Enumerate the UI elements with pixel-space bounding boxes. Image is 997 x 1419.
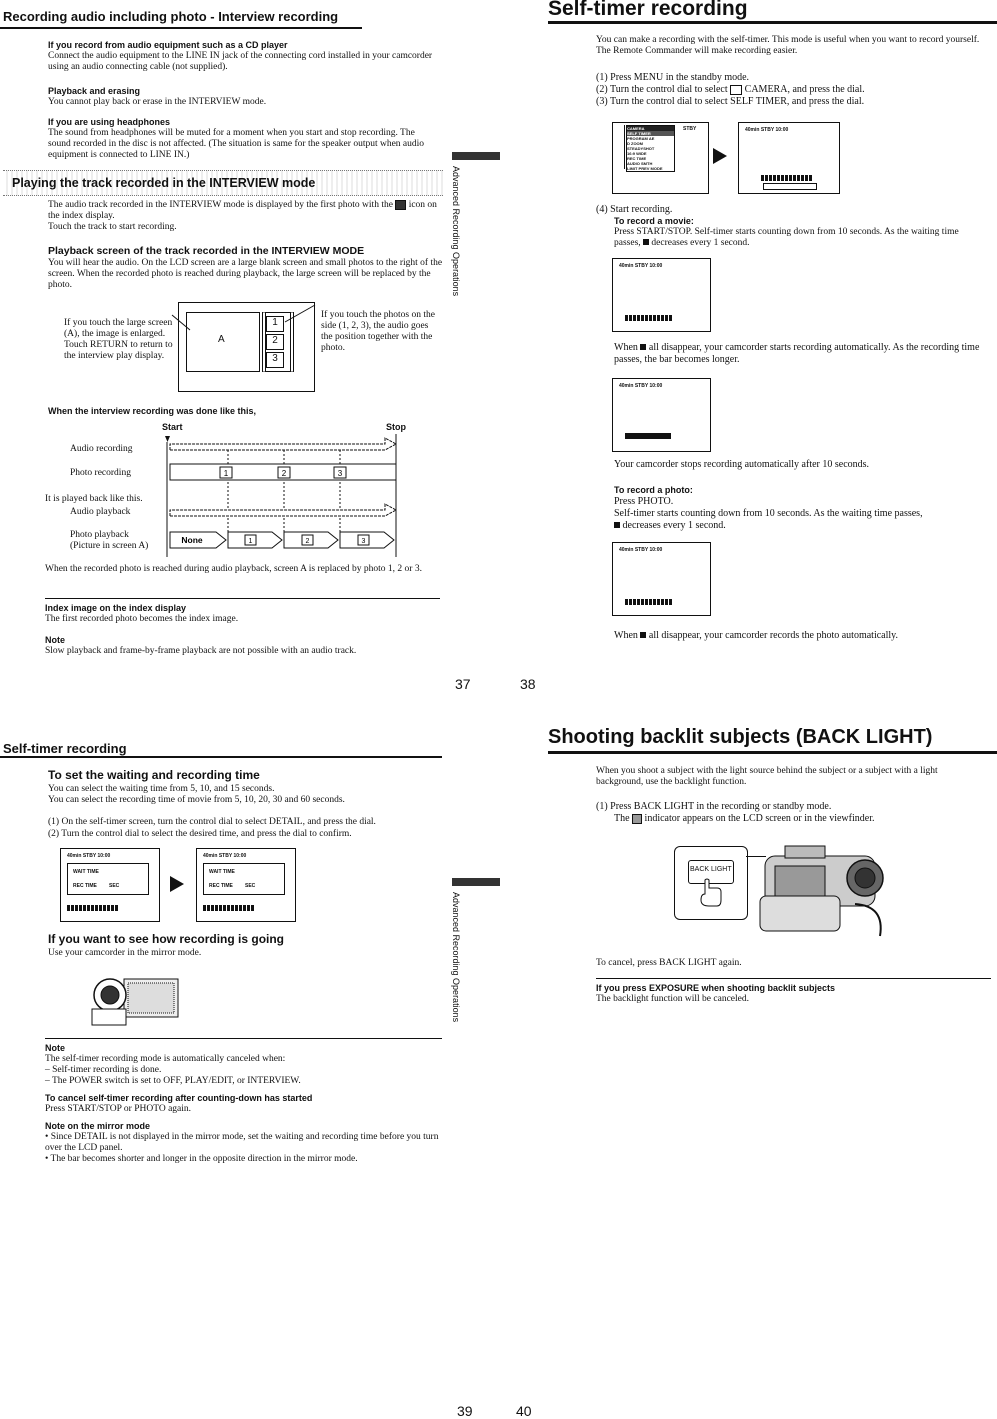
sec-label: SEC <box>245 883 256 889</box>
svg-text:2: 2 <box>281 469 287 478</box>
movie-text <box>614 227 986 249</box>
block-heading: If you are using headphones <box>48 117 171 127</box>
lcd-status: 40min STBY 10:00 <box>619 263 663 269</box>
detail-panel <box>67 863 149 895</box>
wait-label: WAIT TIME <box>209 869 235 875</box>
page-title: Self-timer recording <box>548 0 748 20</box>
note-2: – Self-timer recording is done. <box>45 1065 162 1075</box>
side-tab-marker <box>452 878 500 886</box>
note-3: – The POWER switch is set to OFF, PLAY/EDIT, or INTERVIEW. <box>45 1076 301 1086</box>
mirror-2: • The bar becomes shorter and longer in the opposite direction in the mirror mode. <box>45 1154 358 1164</box>
thumb-3: 3 <box>266 352 284 368</box>
camcorder-illustration <box>745 836 895 946</box>
photo-block <box>614 485 989 532</box>
page-number: 38 <box>520 676 536 692</box>
photo-heading: To record a photo: <box>614 485 693 495</box>
selftimer-lcd <box>738 122 840 194</box>
block-icon <box>640 632 646 638</box>
lcd-status: 40min STBY 10:00 <box>619 383 663 389</box>
recording-bar <box>625 433 671 439</box>
lcd-status: 40min STBY 10:00 <box>203 853 247 859</box>
note-text: Slow playback and frame-by-frame playback are not possible with an audio track. <box>45 646 357 656</box>
page-number: 39 <box>457 1403 473 1419</box>
intro-text: The audio track recorded in the INTERVIEW mode is displayed by the first photo with the <box>48 200 393 211</box>
page-number: 40 <box>516 1403 532 1419</box>
when-text-2: all disappear, your camcorder starts recording automatically. As the recording time passes, the bar becomes longer. <box>614 342 980 365</box>
timeline-diagram <box>160 432 405 562</box>
menu-item: PROGRAM AE <box>627 136 655 141</box>
step-2 <box>596 84 986 96</box>
text-1: You can select the waiting time from 5, 10, and 15 seconds. <box>48 784 275 794</box>
detail-panel <box>203 863 285 895</box>
callout-lines <box>160 300 330 340</box>
block-text: The sound from headphones will be muted for a moment when you start and stop recording. The sound recorded in the disc is not affected. (The situation is same for the speaker output when audio equipment is connected to LINE IN.) <box>48 128 425 160</box>
step-2: (2) Turn the control dial to select the desired time, and press the dial to confirm. <box>48 829 352 839</box>
rec-label: REC TIME <box>73 883 97 889</box>
cancel-text: To cancel, press BACK LIGHT again. <box>596 958 742 968</box>
cancel-text: Press START/STOP or PHOTO again. <box>45 1104 192 1114</box>
mirror-heading: Note on the mirror mode <box>45 1121 151 1131</box>
intro-text-2: icon on the index display. <box>48 200 437 222</box>
step-1: (1) On the self-timer screen, turn the control dial to select DETAIL, and press the dial. <box>48 817 376 827</box>
step-1: (1) Press BACK LIGHT in the recording or standby mode. <box>596 801 832 812</box>
page-number: 37 <box>455 676 471 692</box>
recording-lcd <box>612 378 711 452</box>
movie-block <box>614 216 986 249</box>
rec-label: REC TIME <box>209 883 233 889</box>
lcd-status: 40min STBY 10:00 <box>67 853 111 859</box>
timeline-stop: Stop <box>386 422 406 432</box>
detail-lcd-1 <box>60 848 160 922</box>
step-2-text: (2) Turn the control dial to select <box>596 84 728 95</box>
subtitle: Playing the track recorded in the INTERVIEW mode <box>12 176 316 190</box>
info-block-2 <box>48 86 438 108</box>
heading-2: If you want to see how recording is going <box>48 932 285 946</box>
camera-icon <box>730 85 742 95</box>
rule <box>45 1038 442 1039</box>
wait-label: WAIT TIME <box>73 869 99 875</box>
step-1b-text: The <box>614 813 630 824</box>
lcd-status: 40min STBY 10:00 <box>619 547 663 553</box>
finger-icon <box>695 878 725 908</box>
timeline-heading: When the interview recording was done like this, <box>48 406 257 416</box>
step-2-text-2: CAMERA, and press the dial. <box>744 84 865 95</box>
audio-track-icon <box>395 200 406 210</box>
index-heading: Index image on the index display <box>45 603 187 613</box>
title-rule <box>0 27 362 29</box>
mirror-mode-illustration <box>88 965 183 1030</box>
step-1: (1) Press MENU in the standby mode. <box>596 72 750 83</box>
none-label: None <box>181 535 203 545</box>
step-4: (4) Start recording. <box>596 204 673 215</box>
screen-a-label: A <box>218 334 225 345</box>
steps <box>596 72 986 108</box>
title-rule <box>548 21 997 24</box>
playback-block <box>48 245 443 291</box>
intro-text-3: Touch the track to start recording. <box>48 222 177 233</box>
menu-item: SELF TIMER <box>627 131 674 136</box>
index-block <box>45 603 440 625</box>
photo-text-3 <box>614 520 989 532</box>
menu-item: D ZOOM <box>627 141 643 146</box>
section-title: Self-timer recording <box>3 741 127 756</box>
countdown-bar <box>203 905 255 911</box>
cancel-heading: To cancel self-timer recording after counting-down has started <box>45 1093 313 1103</box>
menu-item: REC TIME <box>627 156 647 161</box>
section-title: Recording audio including photo - Interview recording <box>3 9 339 24</box>
photo-text-2: Self-timer starts counting down from 10 seconds. As the waiting time passes, <box>614 508 923 519</box>
side-tab-marker <box>452 152 500 160</box>
intro: You can make a recording with the self-timer. This mode is useful when you want to record yourself. The Remote Commander will make recording easier. <box>596 35 980 56</box>
arrow-icon <box>713 148 727 164</box>
menu-item: AUDIO SMTH <box>627 161 653 166</box>
note-1: The self-timer recording mode is automatically canceled when: <box>45 1054 286 1064</box>
backlight-label: BACK LIGHT <box>690 866 732 873</box>
block-heading: If you record from audio equipment such as a CD player <box>48 40 288 50</box>
after-timeline: When the recorded photo is reached during audio playback, screen A is replaced by photo 1, 2 or 3. <box>45 564 422 574</box>
movie-heading: To record a movie: <box>614 216 694 226</box>
countdown-lcd-1 <box>612 258 711 332</box>
menu-item: LIMIT PREV MODE <box>627 166 663 171</box>
lcd-button <box>763 183 817 190</box>
lcd-status: 40min STBY 10:00 <box>745 127 789 133</box>
stops-text: Your camcorder stops recording automatically after 10 seconds. <box>614 459 870 470</box>
countdown-bar <box>625 315 673 321</box>
note-block <box>45 635 440 657</box>
block-icon <box>643 239 649 245</box>
countdown-lcd-2 <box>612 542 711 616</box>
thumb-2: 2 <box>266 334 284 350</box>
thumb-1: 1 <box>266 316 284 332</box>
mirror-1: • Since DETAIL is not displayed in the mirror mode, set the waiting and recording time before you turn over the LCD panel. <box>45 1132 439 1153</box>
photo-text-3a: decreases every 1 second. <box>622 520 726 531</box>
detail-lcd-2 <box>196 848 296 922</box>
title-rule <box>0 756 442 758</box>
label-played-back: It is played back like this. <box>45 494 143 504</box>
step-3: (3) Turn the control dial to select SELF TIMER, and press the dial. <box>596 96 865 107</box>
photo-end <box>614 630 898 641</box>
menu-stby: STBY <box>683 126 697 132</box>
photo-end-text-2: all disappear, your camcorder records the photo automatically. <box>648 630 899 641</box>
page-title: Shooting backlit subjects (BACK LIGHT) <box>548 726 933 748</box>
block-text: Connect the audio equipment to the LINE IN jack of the connecting cord installed in your camcorder using an audio connecting cable (not supplied). <box>48 51 433 72</box>
menu-item: 16:9 WIDE <box>627 151 647 156</box>
note-block <box>45 1043 445 1165</box>
countdown-bar <box>625 599 673 605</box>
right-callout: If you touch the photos on the side (1, 2, 3), the audio goes the position together with the photo. <box>321 310 435 353</box>
block-heading: Playback and erasing <box>48 86 141 96</box>
movie-text-1: Press START/STOP. Self-timer starts counting down from 10 seconds. As the waiting time passes, <box>614 227 959 248</box>
menu-item: STEADYSHOT <box>627 146 655 151</box>
playback-heading: Playback screen of the track recorded in the INTERVIEW MODE <box>48 245 365 257</box>
label-photo-playback: Photo playback <box>70 530 129 540</box>
intro <box>48 200 438 233</box>
photo-end-text: When <box>614 630 638 641</box>
photo-text-1: Press PHOTO. <box>614 496 674 507</box>
info-block-3 <box>48 117 438 161</box>
backlight-indicator-icon <box>632 814 642 824</box>
svg-text:3: 3 <box>361 538 366 545</box>
text-2: You can select the recording time of movie from 5, 10, 20, 30 and 60 seconds. <box>48 795 345 805</box>
timeline-start: Start <box>162 422 183 432</box>
svg-text:1: 1 <box>248 538 253 545</box>
menu-item: CAMERA <box>627 126 674 131</box>
menu-list <box>626 125 675 172</box>
when-text: When <box>614 342 638 353</box>
exposure-text: The backlight function will be canceled. <box>596 994 749 1004</box>
countdown-bar <box>761 175 813 181</box>
rule <box>596 978 991 979</box>
block-icon <box>640 344 646 350</box>
label-photo-playback-2: (Picture in screen A) <box>70 541 149 551</box>
arrow-icon <box>170 876 184 892</box>
svg-text:1: 1 <box>223 469 229 478</box>
movie-text-2: decreases every 1 second. <box>651 238 750 248</box>
sec-label: SEC <box>109 883 120 889</box>
label-audio-recording: Audio recording <box>70 444 133 454</box>
title-rule <box>548 751 997 754</box>
playback-text: You will hear the audio. On the LCD screen are a large blank screen and small photos to the right of the screen. When the recorded photo is reached during playback, the large screen will be replaced by the photo. <box>48 258 443 290</box>
side-tab: Advanced Recording Operations <box>451 892 461 1023</box>
note-heading: Note <box>45 1043 65 1053</box>
menu-icon-col <box>615 125 625 169</box>
label-photo-recording: Photo recording <box>70 468 131 478</box>
info-block-1 <box>48 40 438 73</box>
block-text: You cannot play back or erase in the INTERVIEW mode. <box>48 97 267 107</box>
svg-text:2: 2 <box>305 538 310 545</box>
block-icon <box>614 522 620 528</box>
side-tab: Advanced Recording Operations <box>451 166 461 297</box>
step-1b <box>614 813 874 824</box>
exposure-heading: If you press EXPOSURE when shooting backlit subjects <box>596 983 836 993</box>
menu-lcd <box>612 122 709 194</box>
heading-1: To set the waiting and recording time <box>48 768 260 782</box>
label-audio-playback: Audio playback <box>70 507 131 517</box>
text-3: Use your camcorder in the mirror mode. <box>48 948 202 958</box>
index-text: The first recorded photo becomes the index image. <box>45 614 239 624</box>
step-1c-text: indicator appears on the LCD screen or in the viewfinder. <box>644 813 875 824</box>
svg-text:3: 3 <box>337 469 343 478</box>
rule <box>45 598 440 599</box>
exposure-block <box>596 983 991 1005</box>
left-callout: If you touch the large screen (A), the image is enlarged. Touch RETURN to return to the interview play display. <box>64 318 173 361</box>
note-heading: Note <box>45 635 65 645</box>
when-disappear <box>614 342 989 366</box>
countdown-bar <box>67 905 119 911</box>
intro: When you shoot a subject with the light source behind the subject or a subject with a light background, use the backlight function. <box>596 766 938 787</box>
